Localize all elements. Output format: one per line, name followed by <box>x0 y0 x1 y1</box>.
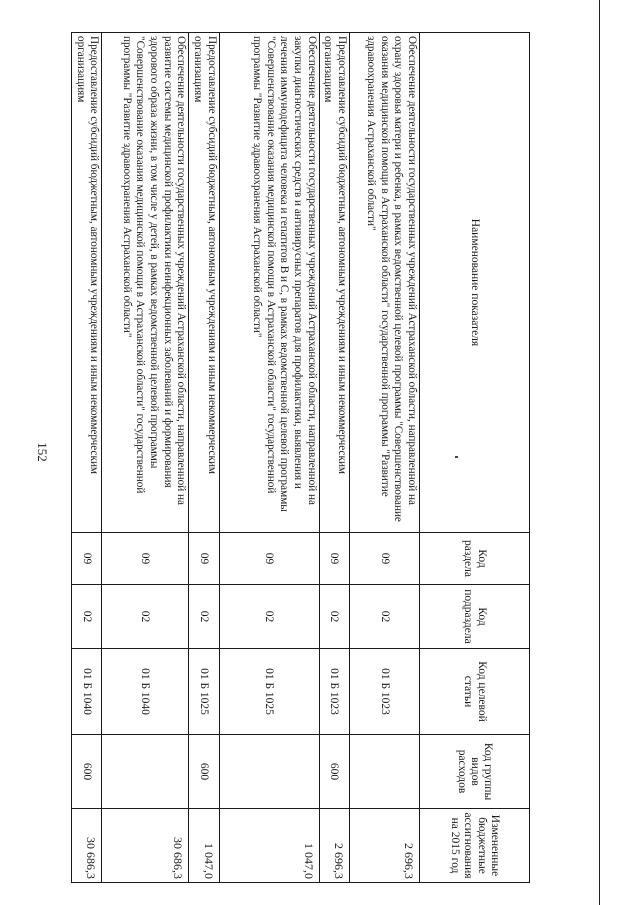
row-amount: 2 696,3 <box>319 809 349 883</box>
row-section-code: 09 <box>219 533 319 585</box>
table-row <box>319 33 349 883</box>
row-amount: 2 696,3 <box>350 809 420 883</box>
row-subsection-code: 02 <box>189 585 219 649</box>
row-target-item-code: 01 Б 1023 <box>319 649 349 735</box>
row-expense-group-code <box>102 735 189 809</box>
row-section-code: 09 <box>350 533 420 585</box>
row-indicator-name: Предоставление субсидий бюджетным, автономным учреждениям и иным некоммерческим организациям <box>319 33 349 533</box>
row-amount: 1 047,0 <box>189 809 219 883</box>
row-section-code: 09 <box>72 533 102 585</box>
table-row <box>189 33 219 883</box>
row-target-item-code: 01 Б 1023 <box>350 649 420 735</box>
budget-allocations-table <box>71 32 530 883</box>
row-expense-group-code: 600 <box>319 735 349 809</box>
row-indicator-name: Предоставление субсидий бюджетным, автономным учреждениям и иным некоммерческим организациям <box>189 33 219 533</box>
row-target-item-code: 01 Б 1040 <box>72 649 102 735</box>
table-row <box>72 33 102 883</box>
row-expense-group-code: 600 <box>189 735 219 809</box>
row-expense-group-code <box>219 735 319 809</box>
header-subsection-code: Код подраздела <box>420 585 530 649</box>
row-target-item-code: 01 Б 1025 <box>189 649 219 735</box>
row-subsection-code: 02 <box>319 585 349 649</box>
row-indicator-name: Обеспечение деятельности государственных учреждений Астраханской области, направленной на развитие системы медицинской профилактики неинфекционных заболеваний и формирования здорового образа жизни, в том числе у детей, в рамках ведомственной целевой программы "Совершенствование оказания медицинской помощи в Астраханской области" государственной программы "Развитие здравоохранения Астраханской области" <box>102 33 189 533</box>
row-amount: 1 047,0 <box>219 809 319 883</box>
row-indicator-name: Обеспечение деятельности государственных учреждений Астраханской области, направленной на охрану здоровья матери и ребенка, в рамках ведомственной целевой программы "Совершенствование оказания медицинской помощи в Астраханской области" государственной программы "Развитие здравоохранения Астраханской области" <box>350 33 420 533</box>
row-expense-group-code: 600 <box>72 735 102 809</box>
row-indicator-name: Обеспечение деятельности государственных учреждений Астраханской области, направленной на закупки диагностических средств и антивирусных препаратов для профилактики, выявления и лечения иммунодефицита человека и гепатитов В и С, в рамках ведомственной целевой программы "Совершенствование оказания медицинской помощи в Астраханской области" государственной программы "Развитие здравоохранения Астраханской области" <box>219 33 319 533</box>
row-amount: 30 686,3 <box>102 809 189 883</box>
header-indicator-name: Наименование показателя <box>420 33 530 533</box>
row-target-item-code: 01 Б 1025 <box>219 649 319 735</box>
margin-rule <box>599 0 600 905</box>
row-subsection-code: 02 <box>102 585 189 649</box>
row-amount: 30 686,3 <box>72 809 102 883</box>
row-section-code: 09 <box>189 533 219 585</box>
header-target-item-code: Код целевой статьи <box>420 649 530 735</box>
row-indicator-name: Предоставление субсидий бюджетным, автономным учреждениям и иным некоммерческим организациям <box>72 33 102 533</box>
row-expense-group-code <box>350 735 420 809</box>
table-row <box>350 33 420 883</box>
budget-table-container <box>74 32 530 882</box>
row-section-code: 09 <box>319 533 349 585</box>
table-header-row <box>420 33 530 883</box>
row-section-code: 09 <box>102 533 189 585</box>
header-amount-2015: Измененные бюджетные ассигнования на 2015 год <box>420 809 530 883</box>
header-expense-group-code: Код группы видов расходов <box>420 735 530 809</box>
row-subsection-code: 02 <box>219 585 319 649</box>
row-target-item-code: 01 Б 1040 <box>102 649 189 735</box>
row-subsection-code: 02 <box>72 585 102 649</box>
page-number: 152 <box>35 442 50 462</box>
table-row <box>102 33 189 883</box>
row-subsection-code: 02 <box>350 585 420 649</box>
table-row <box>219 33 319 883</box>
header-section-code: Код раздела <box>420 533 530 585</box>
